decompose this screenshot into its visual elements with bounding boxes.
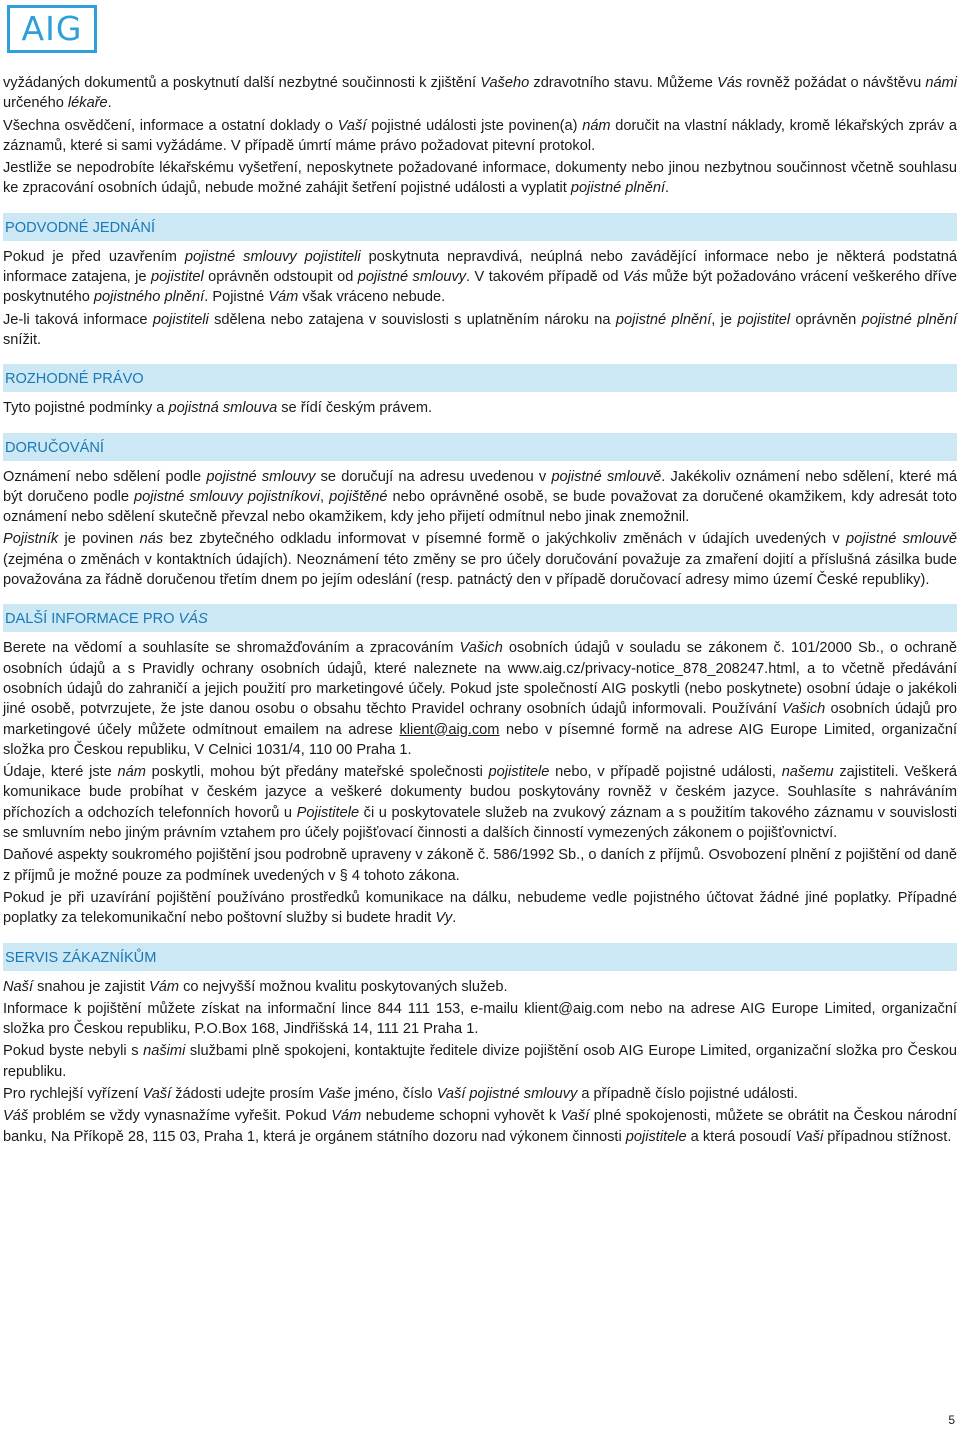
fraud-paragraph-1: Pokud je před uzavřením pojistné smlouvy pojistiteli poskytnuta nepravdivá, neúplná nebo zavádějící informace nebo je některá podstatná informace zatajena, je pojistitel oprávněn odstoupit od pojistné smlouvy. V takovém případě od Vás může být požadováno vrácení veškerého dříve poskytnutého pojistného plnění. Pojistné Vám však vráceno nebude.	[3, 248, 957, 306]
section-heading-service: SERVIS ZÁKAZNÍKŮM	[3, 943, 957, 971]
section-heading-law: ROZHODNÉ PRÁVO	[3, 364, 957, 392]
intro-paragraph-1: vyžádaných dokumentů a poskytnutí další nezbytné součinnosti k zjištění Vašeho zdravotního stavu. Můžeme Vás rovněž požádat o návštěvu námi určeného lékaře.	[3, 75, 958, 112]
service-paragraph-4: Pro rychlejší vyřízení Vaší žádosti udejte prosím Vaše jméno, číslo Vaší pojistné smlouvy a případně číslo pojistné události.	[3, 1085, 798, 1102]
law-paragraph-1: Tyto pojistné podmínky a pojistná smlouva se řídí českým právem.	[3, 400, 433, 417]
info-paragraph-1: Berete na vědomí a souhlasíte se shromažďováním a zpracováním Vašich osobních údajů v souladu se zákonem č. 101/2000 Sb., o ochraně osobních údajů a s Pravidly ochrany osobních údajů, které naleznete na www.aig.cz/privacy-notice_878_208247.html, a to včetně předávání osobních údajů do zahraničí a jejich použití pro marketingové účely. Pokud jste společností AIG poskytli (nebo poskytnete) osobní údaje o jakékoli jiné osobě, potvrzujete, že jste danou osobu o obsahu těchto Pravidel ochrany osobních údajů informovali. Používání Vašich osobních údajů pro marketingové účely můžete odmítnout emailem na adrese klient@aig.com nebo v písemné formě na adrese AIG Europe Limited, organizační složka pro Českou republiku, V Celnici 1031/4, 110 00 Praha 1.	[3, 640, 957, 758]
page-number: 5	[948, 1413, 955, 1427]
info-paragraph-3: Daňové aspekty soukromého pojištění jsou podrobně upraveny v zákoně č. 586/1992 Sb., o daních z příjmů. Osvobození plnění z pojištění od daně z příjmů je možné pouze za podmínek uvedených v § 4 tohoto zákona.	[3, 847, 957, 884]
delivery-paragraph-2: Pojistník je povinen nás bez zbytečného odkladu informovat v písemné formě o jakýchkoliv změnách v údajích uvedených v pojistné smlouvě (zejména o změnách v kontaktních údajích). Neoznámení této změny se pro účely doručování považuje za zmaření dojití a příslušná zásilka bude považována za řádně doručenou třetím dnem po jejím odeslání (resp. patnáctý den v případě doručovací adresy mimo území České republiky).	[3, 531, 957, 589]
info-paragraph-2: Údaje, které jste nám poskytli, mohou být předány mateřské společnosti pojistitele nebo, v případě pojistné události, našemu zajistiteli. Veškerá komunikace bude probíhat v českém jazyce a veškeré dokumenty budou poskytovány rovněž v českém jazyce. Souhlasíte s nahráváním příchozích a odchozích telefonních hovorů u Pojistitele či u poskytovatele služeb na zvukový záznam a s použitím takového záznamu v souvislosti se smluvním nebo jiným právním vztahem pro účely pojišťovací činnosti a dalších činností vymezených zákonem o pojišťovnictví.	[3, 764, 957, 842]
section-heading-info: DALŠÍ INFORMACE PRO VÁS	[3, 604, 957, 632]
document-body	[3, 73, 957, 1149]
service-paragraph-5: Váš problém se vždy vynasnažíme vyřešit. Pokud Vám nebudeme schopni vyhovět k Vaší plné spokojenosti, můžete se obrátit na Českou národní banku, Na Příkopě 28, 115 03, Praha 1, která je orgánem státního dozoru nad výkonem činnosti pojistitele a která posoudí Vaši případnou stížnost.	[3, 1108, 957, 1145]
email-link[interactable]: klient@aig.com	[399, 721, 500, 738]
info-paragraph-4: Pokud je při uzavírání pojištění používáno prostředků komunikace na dálku, nebudeme vedle pojistného účtovat žádné jiné poplatky. Případné poplatky za telekomunikační nebo poštovní služby si budete hradit Vy.	[3, 889, 957, 927]
intro-paragraph-2: Všechna osvědčení, informace a ostatní doklady o Vaší pojistné události jste povinen(a) nám doručit na vlastní náklady, kromě lékařských zpráv a záznamů, které si sami vyžádáme. V případě úmrtí máme právo požadovat pitevní protokol.	[3, 117, 957, 154]
logo-text: AIG	[21, 8, 83, 48]
delivery-paragraph-1: Oznámení nebo sdělení podle pojistné smlouvy se doručují na adresu uvedenou v pojistné smlouvě. Jakékoliv oznámení nebo sdělení, které má být doručeno podle pojistné smlouvy pojistníkovi, pojištěné nebo oprávněné osobě, se bude považovat za doručené okamžikem, kdy adresát toto oznámení nebo sdělení skutečně převzal nebo okamžikem, kdy jeho přijetí odmítnul nebo jinak znemožnil.	[3, 468, 958, 526]
fraud-paragraph-2: Je-li taková informace pojistiteli sdělena nebo zatajena v souvislosti s uplatněním nároku na pojistné plnění, je pojistitel oprávněn pojistné plnění snížit.	[3, 311, 958, 348]
intro-paragraph-3: Jestliže se nepodrobíte lékařskému vyšetření, neposkytnete požadované informace, dokumenty nebo jinou nezbytnou součinnost včetně souhlasu ke zpracování osobních údajů, nebude možné zahájit šetření pojistné události a vyplatit pojistné plnění.	[3, 160, 957, 197]
section-heading-delivery: DORUČOVÁNÍ	[3, 433, 957, 461]
section-heading-fraud: PODVODNÉ JEDNÁNÍ	[3, 213, 957, 241]
service-paragraph-3: Pokud byste nebyli s našimi službami plně spokojeni, kontaktujte ředitele divize pojištění osob AIG Europe Limited, organizační složka pro Českou republiku.	[3, 1043, 957, 1080]
service-paragraph-2: Informace k pojištění můžete získat na informační lince 844 111 153, e-mailu klient@aig.com nebo na adrese AIG Europe Limited, organizační složka pro Českou republiku, P.O.Box 168, Jindřišská 14, 111 21 Praha 1.	[3, 1000, 957, 1038]
service-paragraph-1: Naší snahou je zajistit Vám co nejvyšší možnou kvalitu poskytovaných služeb.	[3, 978, 508, 995]
aig-logo	[7, 5, 97, 53]
